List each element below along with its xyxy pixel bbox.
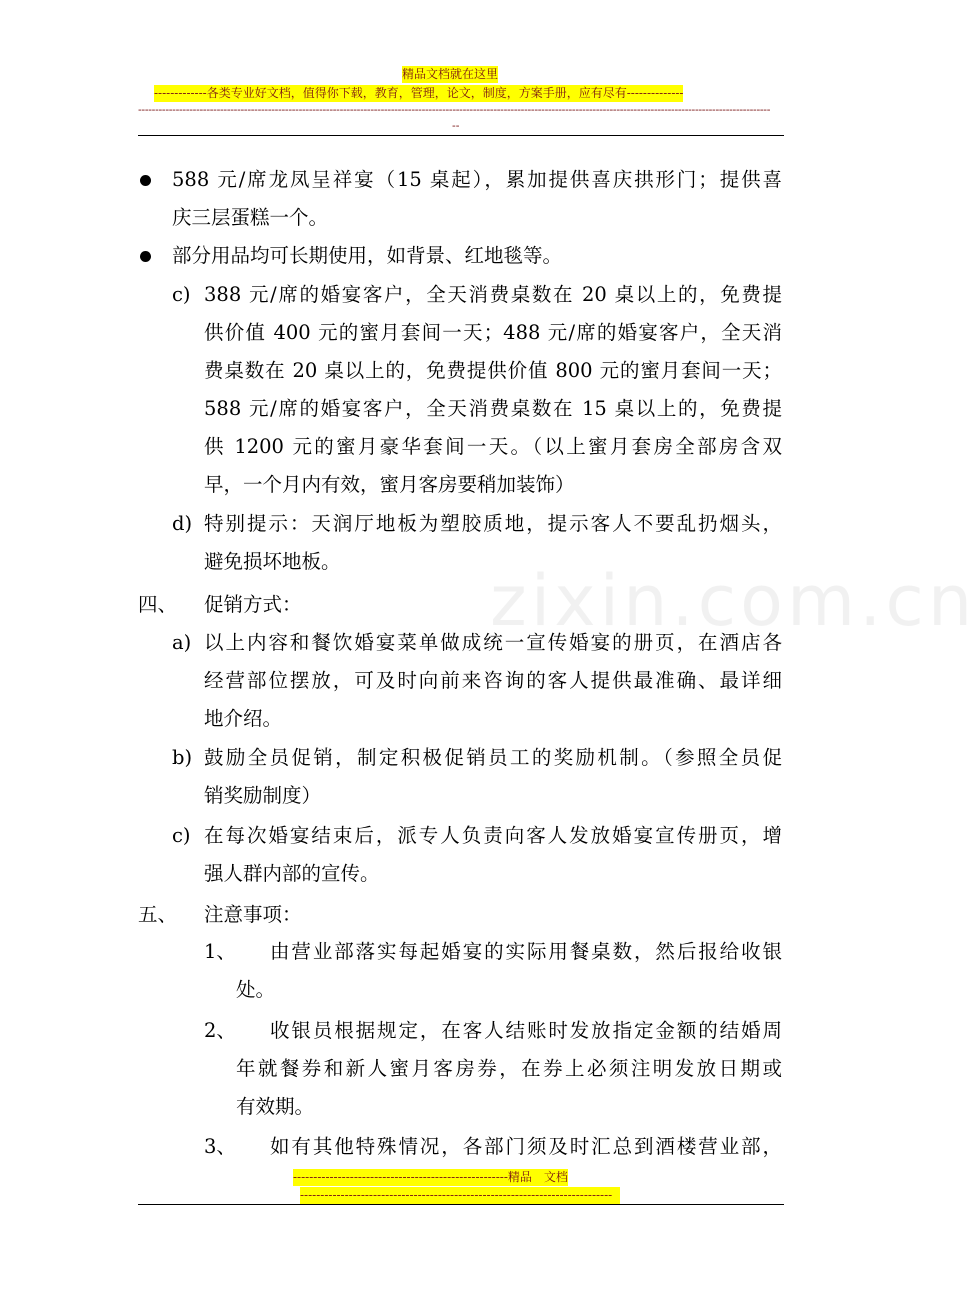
text-line: 鼓励全员促销，制定积极促销员工的奖励机制。（参照全员促 (204, 746, 782, 769)
text-line: 供价值 400 元的蜜月套间一天；488 元/席的婚宴客户，全天消 (204, 321, 782, 344)
text-line: 注意事项： (204, 903, 302, 926)
footer-rule (138, 1204, 784, 1205)
list-marker: 3、 (204, 1135, 236, 1158)
text-line: 促销方式： (204, 593, 302, 616)
text-line: 年就餐券和新人蜜月客房券，在券上必须注明发放日期或 (236, 1057, 782, 1080)
watermark: zixin.com.cn (490, 560, 976, 642)
text-line: 如有其他特殊情况，各部门须及时汇总到酒楼营业部， (270, 1135, 782, 1158)
section-marker: 五、 (138, 903, 178, 926)
section-heading-promotion (204, 586, 302, 624)
text-line: 庆三层蛋糕一个。 (172, 206, 329, 229)
text-line: 销奖励制度） (204, 784, 322, 807)
text-line: 收银员根据规定，在客人结账时发放指定金额的结婚周 (270, 1019, 782, 1042)
text-line: 588 元/席龙凤呈祥宴（15 桌起），累加提供喜庆拱形门；提供喜 (172, 168, 782, 191)
list-item-special-cases (270, 1128, 782, 1166)
list-item-handout (204, 817, 782, 893)
text-line: 地介绍。 (204, 707, 283, 730)
list-marker: d) (172, 512, 193, 535)
text-line: 在每次婚宴结束后，派专人负责向客人发放婚宴宣传册页，增 (204, 824, 782, 847)
list-marker: c) (172, 824, 191, 847)
list-item-cashier-coupons-cont (236, 1050, 782, 1126)
list-item-cashier-coupons (270, 1012, 782, 1050)
footer-banner: -----------------------------------------------------精品 文档 (293, 1170, 568, 1184)
text-line: 处。 (236, 978, 276, 1001)
section-heading-notes (204, 896, 302, 934)
bullet-item-reusable-supplies (172, 237, 782, 275)
list-marker: 1、 (204, 940, 236, 963)
header-dashed-divider: ----------------------------------------------------------------------------------------------------------------------------------------------------------------------------------------- (138, 103, 771, 116)
text-line: 特别提示：天润厅地板为塑胶质地，提示客人不要乱扔烟头， (204, 512, 782, 535)
list-item-special-notice (204, 505, 782, 581)
list-marker: c) (172, 283, 191, 306)
text-line: 经营部位摆放，可及时向前来咨询的客人提供最准确、最详细 (204, 669, 782, 692)
text-line: 强人群内部的宣传。 (204, 862, 380, 885)
text-line: 388 元/席的婚宴客户，全天消费桌数在 20 桌以上的，免费提 (204, 283, 782, 306)
text-line: 供 1200 元的蜜月豪华套间一天。（以上蜜月套房全部房含双 (204, 435, 782, 458)
header-banner-tagline: -------------各类专业好文档，值得你下载，教育，管理，论文，制度，方案手册，应有尽有-------------- (154, 86, 684, 100)
bullet-dot (140, 175, 151, 186)
text-line: 避免损坏地板。 (204, 550, 341, 573)
list-item-table-count (270, 933, 782, 971)
header-rule (138, 135, 784, 136)
list-item-brochure (204, 624, 782, 738)
list-marker: 2、 (204, 1019, 236, 1042)
text-line: 588 元/席的婚宴客户，全天消费桌数在 15 桌以上的，免费提 (204, 397, 782, 420)
text-line: 费桌数在 20 桌以上的，免费提供价值 800 元的蜜月套间一天； (204, 359, 782, 382)
header-dashed-divider-tail: -- (452, 119, 460, 132)
text-line: 部分用品均可长期使用，如背景、红地毯等。 (172, 244, 563, 267)
list-item-honeymoon-suite-offer (204, 276, 782, 504)
text-line: 由营业部落实每起婚宴的实际用餐桌数，然后报给收银 (270, 940, 782, 963)
section-marker: 四、 (138, 593, 178, 616)
footer-dashed-divider: ----------------------------------------------------------------------------- (300, 1187, 620, 1204)
list-marker: a) (172, 631, 192, 654)
bullet-item-dragon-phoenix-banquet (172, 161, 782, 237)
list-item-table-count-cont (236, 971, 275, 1009)
list-marker: b) (172, 746, 193, 769)
header-banner-title: 精品文档就在这里 (402, 67, 499, 81)
text-line: 早，一个月内有效，蜜月客房要稍加装饰） (204, 473, 575, 496)
text-line: 以上内容和餐饮婚宴菜单做成统一宣传婚宴的册页，在酒店各 (204, 631, 782, 654)
bullet-dot (140, 251, 151, 262)
list-item-staff-promotion (204, 739, 782, 815)
text-line: 有效期。 (236, 1095, 315, 1118)
